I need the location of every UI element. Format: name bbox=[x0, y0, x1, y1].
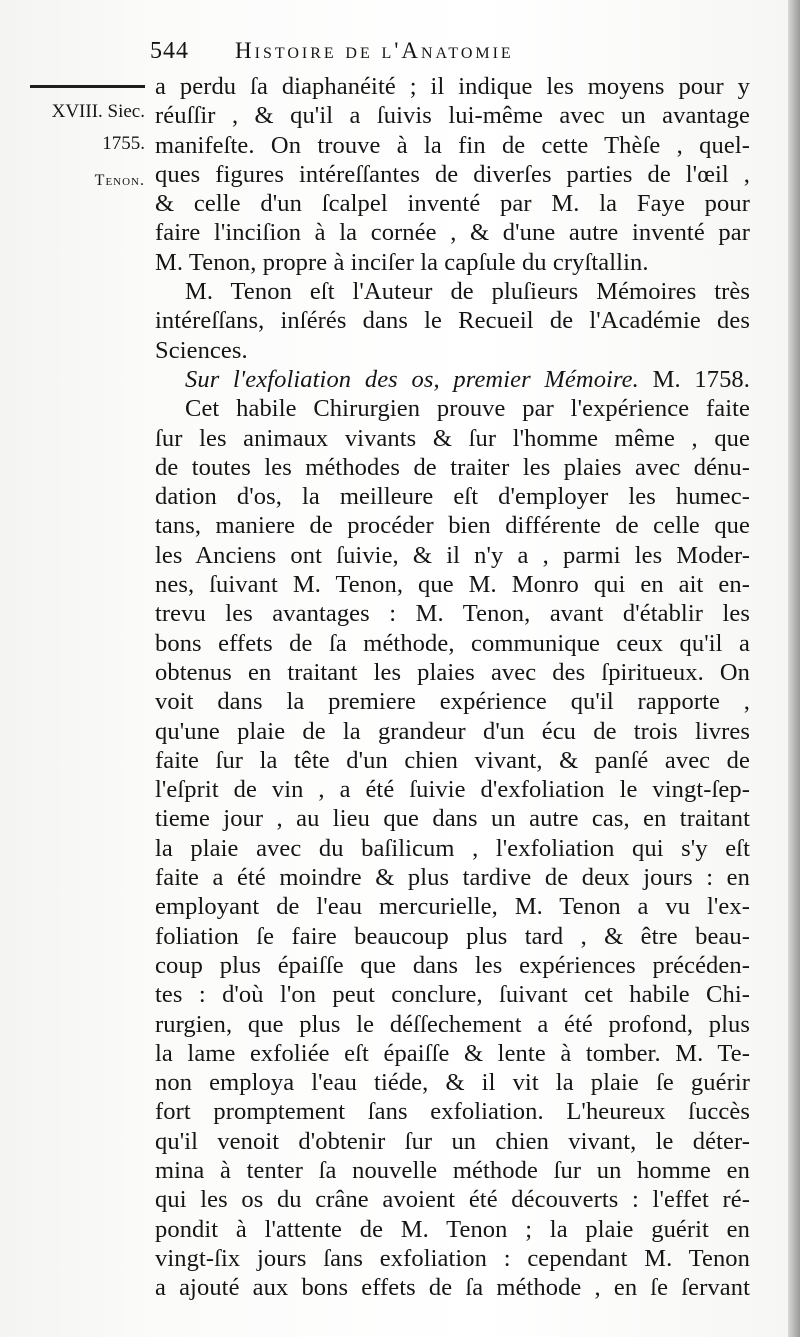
margin-name: Tenon. bbox=[94, 172, 145, 189]
text-line: employant de l'eau mercurielle, M. Tenon a vu l'ex- bbox=[155, 893, 750, 921]
text-line: qui les os du crâne avoient été découverts : l'effet ré- bbox=[155, 1186, 750, 1214]
text-line: faite ſur la tête d'un chien vivant, & panſé avec de bbox=[155, 746, 750, 774]
page-header bbox=[0, 38, 800, 72]
margin-year: 1755. bbox=[102, 133, 145, 154]
text-line: intéreſſans, inſérés dans le Recueil de l'Académie des bbox=[155, 307, 750, 335]
page-edge-shadow bbox=[788, 0, 800, 1337]
text-line: qu'il venoit d'obtenir ſur un chien vivant, le déter- bbox=[155, 1127, 750, 1155]
text-line: Sciences. bbox=[155, 336, 248, 364]
text-line: nes, ſuivant M. Tenon, que M. Monro qui en ait en- bbox=[155, 571, 750, 599]
text-line: tieme jour , au lieu que dans un autre cas, en traitant bbox=[155, 805, 750, 833]
text-line: vingt-ſix jours ſans exfoliation : cependant M. Tenon bbox=[155, 1244, 750, 1272]
text-line: obtenus en traitant les plaies avec des ſpiritueux. On bbox=[155, 658, 750, 686]
page-number: 544 bbox=[150, 38, 189, 64]
text-line: faite a été moindre & plus tardive de deux jours : en bbox=[155, 864, 750, 892]
section-heading-date: M. 1758. bbox=[638, 365, 750, 393]
text-line: M. Tenon, propre à inciſer la capſule du cryſtallin. bbox=[155, 248, 649, 276]
text-line: ſur les animaux vivants & ſur l'homme même , que bbox=[155, 424, 750, 452]
margin-century: XVIII. Siec. bbox=[51, 101, 145, 122]
text-line: rurgien, que plus le déſſechement a été profond, plus bbox=[155, 1010, 750, 1038]
text-line: réuſſir , & qu'il a ſuivis lui-même avec un avantage bbox=[155, 102, 750, 130]
text-line: tans, maniere de procéder bien différente de celle que bbox=[155, 512, 750, 540]
text-line: mina à tenter ſa nouvelle méthode ſur un homme en bbox=[155, 1156, 750, 1184]
text-line: M. Tenon eſt l'Auteur de pluſieurs Mémoires très bbox=[185, 278, 750, 306]
text-line: & celle d'un ſcalpel inventé par M. la Faye pour bbox=[155, 190, 750, 218]
text-line: Cet habile Chirurgien prouve par l'expérience faite bbox=[185, 395, 750, 423]
text-line: qu'une plaie de la grandeur d'un écu de trois livres bbox=[155, 717, 750, 745]
text-line: tes : d'où l'on peut conclure, ſuivant cet habile Chi- bbox=[155, 981, 750, 1009]
text-line: trevu les avantages : M. Tenon, avant d'établir les bbox=[155, 600, 750, 628]
text-line: coup plus épaiſſe que dans les expériences précéden- bbox=[155, 951, 750, 979]
text-line: la lame exfoliée eſt épaiſſe & lente à tomber. M. Te- bbox=[155, 1039, 750, 1067]
body-text bbox=[155, 72, 750, 1302]
text-line: a ajouté aux bons effets de ſa méthode , en ſe ſervant bbox=[155, 1274, 750, 1302]
text-line: voit dans la premiere expérience qu'il rapporte , bbox=[155, 688, 750, 716]
text-line: manifeſte. On trouve à la fin de cette Thèſe , quel- bbox=[155, 131, 750, 159]
text-line: pondit à l'attente de M. Tenon ; la plaie guérit en bbox=[155, 1215, 750, 1243]
section-heading bbox=[155, 365, 750, 394]
text-line: ques figures intéreſſantes de diverſes parties de l'œil , bbox=[155, 160, 750, 188]
text-line: les Anciens ont ſuivie, & il n'y a , parmi les Moder- bbox=[155, 541, 750, 569]
text-line: l'eſprit de vin , a été ſuivie d'exfoliation le vingt-ſep- bbox=[155, 776, 750, 804]
text-line: non employa l'eau tiéde, & il vit la plaie ſe guérir bbox=[155, 1069, 750, 1097]
text-line: la plaie avec du baſilicum , l'exfoliation qui s'y eſt bbox=[155, 834, 750, 862]
text-line: faire l'inciſion à la cornée , & d'une autre inventé par bbox=[155, 219, 750, 247]
text-line: de toutes les méthodes de traiter les plaies avec dénu- bbox=[155, 453, 750, 481]
running-title: Histoire de l'Anatomie bbox=[235, 38, 514, 63]
margin-rule bbox=[30, 85, 145, 88]
text-line: fort promptement ſans exfoliation. L'heureux ſuccès bbox=[155, 1098, 750, 1126]
text-line: bons effets de ſa méthode, communique ceux qu'il a bbox=[155, 629, 750, 657]
text-line: foliation ſe faire beaucoup plus tard , & être beau- bbox=[155, 922, 750, 950]
section-heading-title: Sur l'exfoliation des os, premier Mémoire. bbox=[185, 365, 639, 393]
text-line: dation d'os, la meilleure eſt d'employer les humec- bbox=[155, 483, 750, 511]
text-line: a perdu ſa diaphanéité ; il indique les moyens pour y bbox=[155, 73, 750, 100]
